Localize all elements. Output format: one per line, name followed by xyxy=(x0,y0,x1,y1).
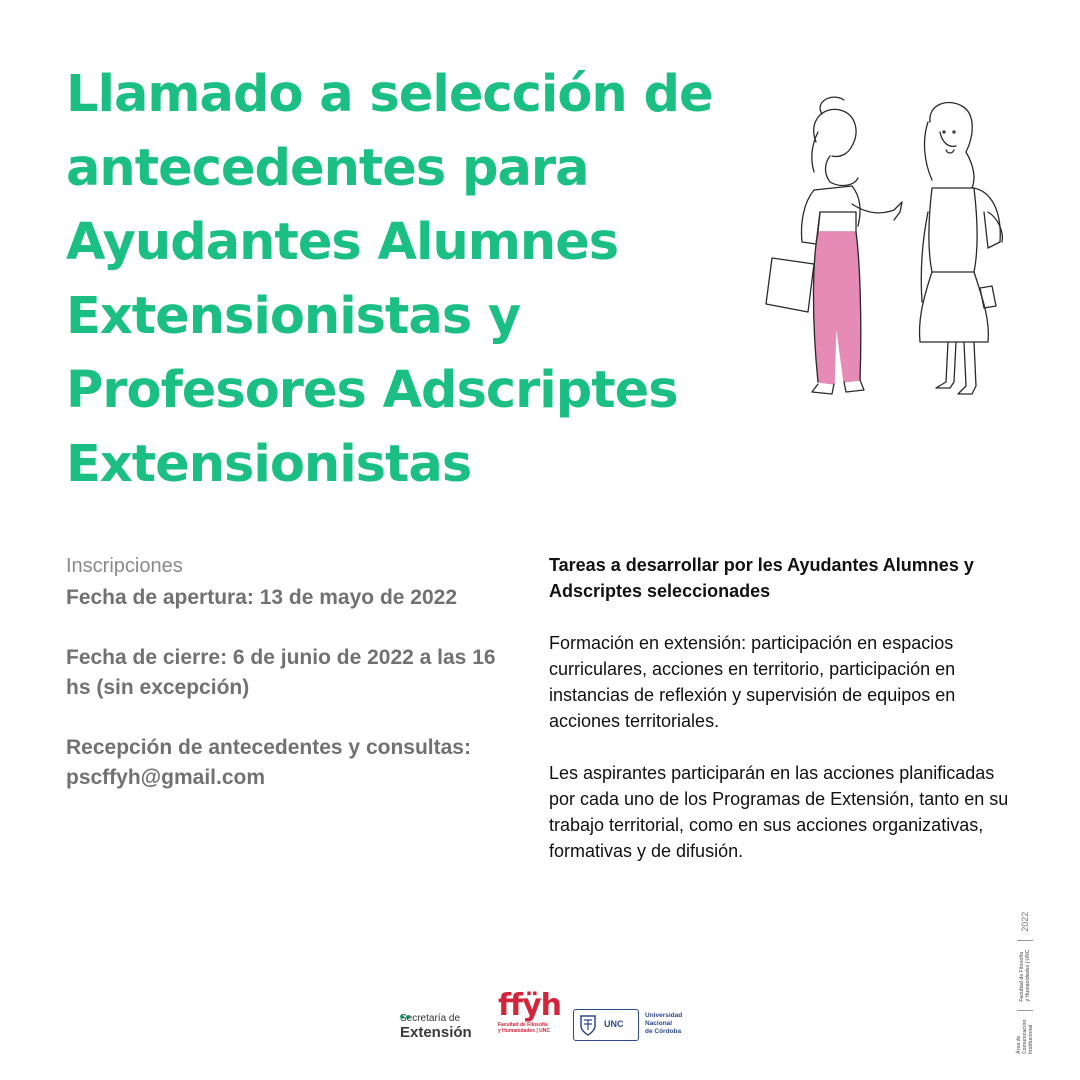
fecha-cierre: Fecha de cierre: 6 de junio de 2022 a las 16 hs (sin excepción) xyxy=(66,646,496,699)
page-title xyxy=(66,58,746,502)
tareas-section xyxy=(549,552,1019,864)
title-line: Extensionistas y xyxy=(66,287,521,346)
dots-icon xyxy=(400,1006,412,1011)
unc-logo: UNC Universidad Nacional de Córdoba xyxy=(573,1009,683,1043)
inscripciones-section xyxy=(66,553,506,793)
inscripciones-label: Inscripciones xyxy=(66,555,183,577)
title-line: antecedentes para xyxy=(66,139,589,198)
recepcion-consultas: Recepción de antecedentes y consultas: pscffyh@gmail.com xyxy=(66,736,471,789)
tareas-paragraph-1: Formación en extensión: participación en espacios curriculares, acciones en territorio, participación en instancias de reflexión y supervisión de equipos en acciones territoriales. xyxy=(549,633,956,731)
tareas-paragraph-2: Les aspirantes participarán en las acciones planificadas por cada uno de los Programas de Extensión, tanto en su trabajo territorial, como en sus acciones organizativas, formativas y de difusión. xyxy=(549,763,1009,861)
title-line: Ayudantes Alumnes xyxy=(66,213,619,272)
shield-icon xyxy=(579,1014,597,1036)
two-women-illustration xyxy=(752,92,1037,422)
footer-logos: Secretaría de Extensión ffÿh Facultad de Filosofía y Humanidades | UNC UNC Universidad Nacional de Córdoba xyxy=(400,988,683,1041)
ffyh-logo: ffÿh Facultad de Filosofía y Humanidades | UNC xyxy=(498,988,562,1034)
title-line: Extensionistas xyxy=(66,435,472,494)
comunicacion-institucional-mark: Área de Comunicación Institucional Facultad de Filosofía y Humanidades | UNC 2022 xyxy=(1016,911,1034,1054)
divider xyxy=(1017,1010,1033,1011)
tareas-heading: Tareas a desarrollar por les Ayudantes Alumnes y Adscriptes seleccionades xyxy=(549,555,974,601)
title-line: Llamado a selección de xyxy=(66,65,713,124)
divider xyxy=(1017,940,1033,941)
title-line: Profesores Adscriptes xyxy=(66,361,678,420)
fecha-apertura: Fecha de apertura: 13 de mayo de 2022 xyxy=(66,586,458,609)
